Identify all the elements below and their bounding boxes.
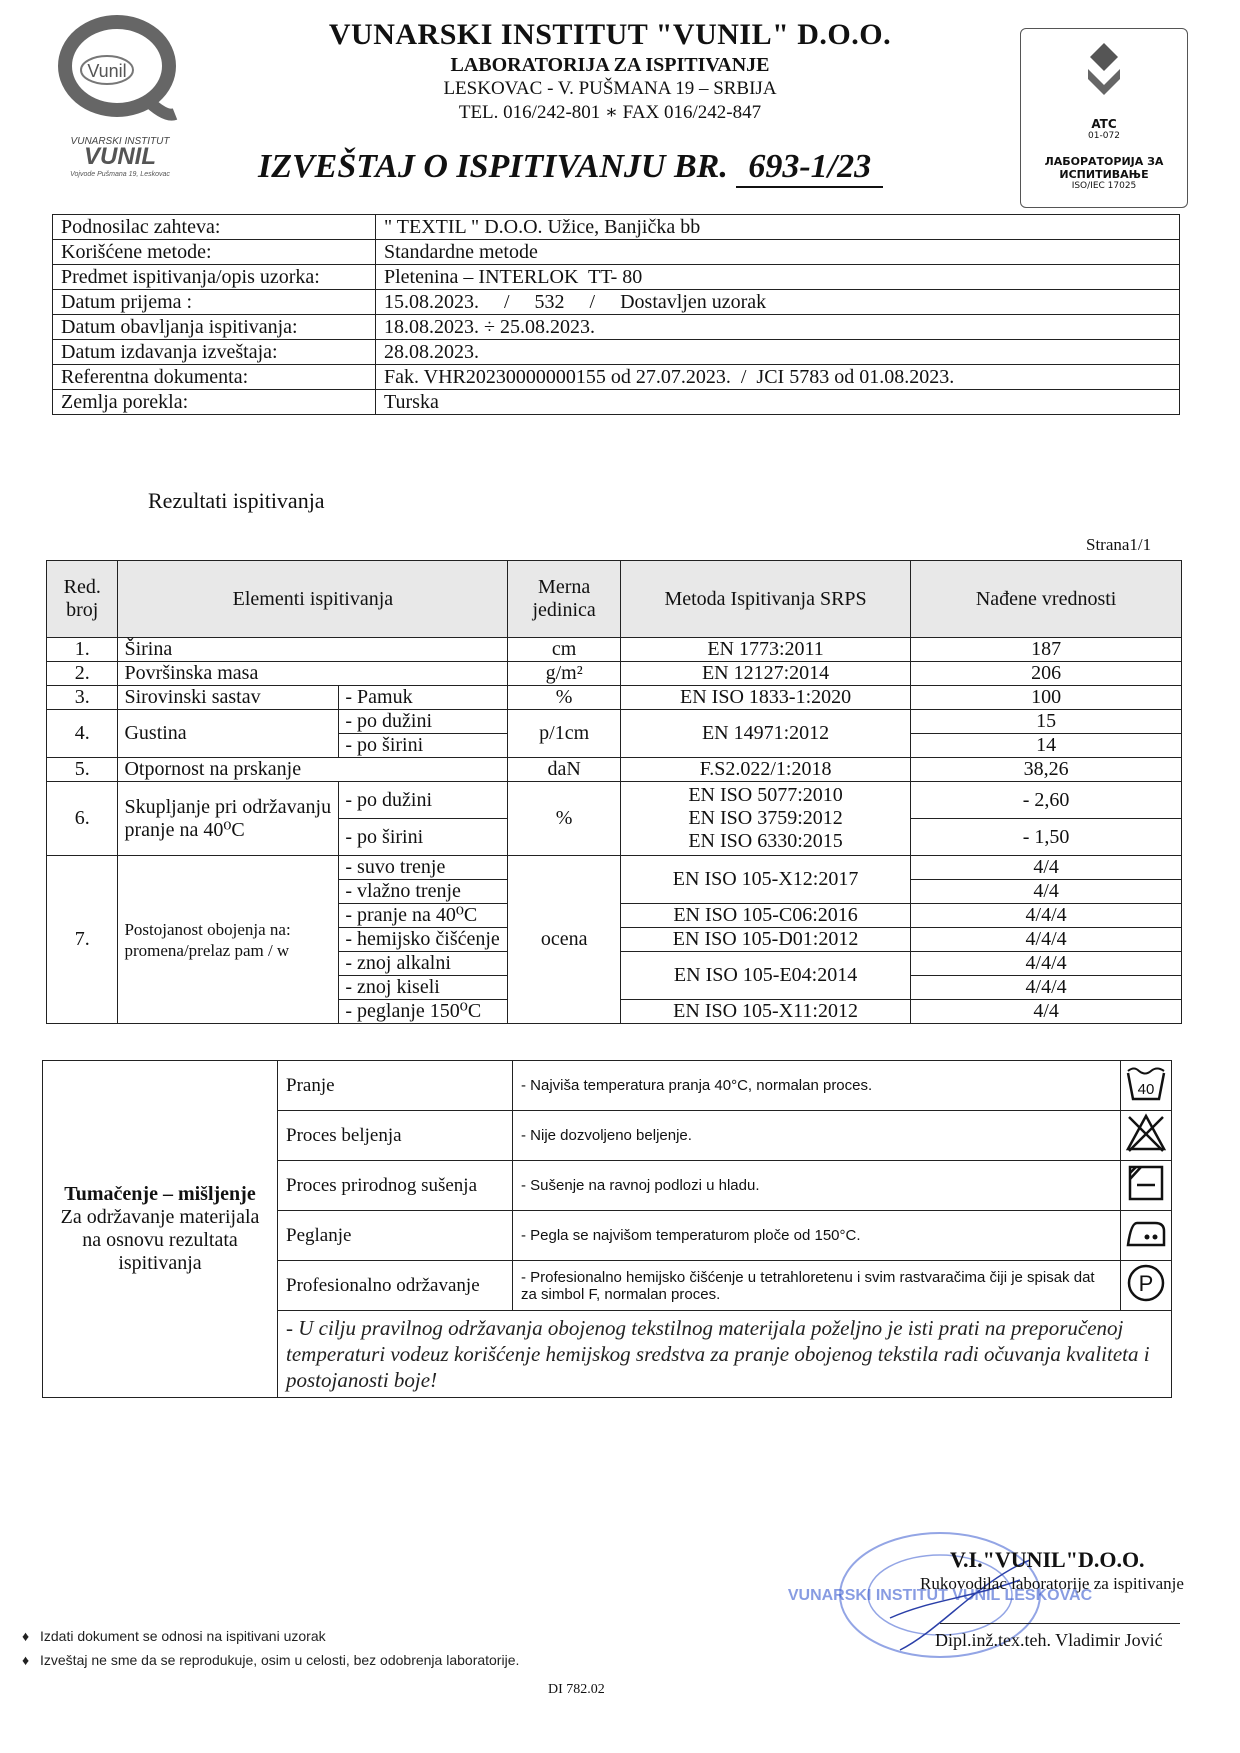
row-sub: - suvo trenje [339, 856, 508, 880]
info-value: 28.08.2023. [376, 340, 1180, 365]
row-sub: - hemijsko čišćenje [339, 928, 508, 952]
row-no: 3. [47, 686, 118, 710]
row-value: 4/4/4 [911, 976, 1182, 1000]
interpretation-subtext: Za održavanje materijala na osnovu rezultata ispitivanja [60, 1206, 260, 1274]
row-value: 4/4/4 [911, 952, 1182, 976]
report-number: 693-1/23 [736, 148, 883, 188]
row-sub: - vlažno trenje [339, 880, 508, 904]
interpretation-table [42, 1060, 1172, 1398]
row-unit: ocena [508, 856, 621, 1024]
row-method: EN ISO 105-E04:2014 [620, 952, 910, 1000]
institute-name: VUNARSKI INSTITUT "VUNIL" D.O.O. [328, 18, 892, 51]
info-value: " TEXTIL " D.O.O. Užice, Banjička bb [376, 215, 1180, 240]
col-header-element: Elementi ispitivanja [118, 561, 508, 638]
row-no: 6. [47, 782, 118, 856]
row-value: 4/4/4 [911, 928, 1182, 952]
row-value: - 2,60 [911, 782, 1182, 819]
info-label: Datum izdavanja izveštaja: [53, 340, 376, 365]
row-sub: - Pamuk [339, 686, 508, 710]
report-title-prefix: IZVEŠTAJ O ISPITIVANJU BR. [258, 148, 728, 185]
professional-cleaning-p-icon [1121, 1261, 1172, 1311]
info-label: Datum obavljanja ispitivanja: [53, 315, 376, 340]
table-row [47, 782, 1182, 819]
row-unit: daN [508, 758, 621, 782]
care-value: - Pegla se najvišom temperaturom ploče od 150°C. [513, 1211, 1121, 1261]
info-label: Predmet ispitivanja/opis uzorka: [53, 265, 376, 290]
doc-id: DI 782.02 [548, 1682, 605, 1697]
row-value: 4/4 [911, 856, 1182, 880]
stamp-text: VUNARSKI INSTITUT VUNIL LESKOVAC [787, 1587, 1093, 1604]
bullet-icon: ♦ [22, 1628, 30, 1644]
footer-note-1 [22, 1628, 326, 1644]
row-method: EN ISO 105-X12:2017 [620, 856, 910, 904]
col-header-no: Red. broj [47, 561, 118, 638]
row-no: 1. [47, 638, 118, 662]
row-sub: - znoj alkalni [339, 952, 508, 976]
row-sub: - po širini [339, 819, 508, 856]
row-sub: - peglanje 150⁰C [339, 1000, 508, 1024]
row-value: 14 [911, 734, 1182, 758]
signature-name: Dipl.inž.tex.teh. Vladimir Jović [935, 1630, 1163, 1650]
info-label: Korišćene metode: [53, 240, 376, 265]
pro-clean-letter: P [1138, 1271, 1154, 1296]
row-no: 4. [47, 710, 118, 758]
signature-line [940, 1623, 1180, 1624]
row-value: 4/4 [911, 880, 1182, 904]
row-method: F.S2.022/1:2018 [620, 758, 910, 782]
row-value: 4/4/4 [911, 904, 1182, 928]
info-row [53, 340, 1180, 365]
logo-big-text: VUNIL [84, 143, 156, 170]
info-row [53, 390, 1180, 415]
row-method: EN ISO 105-C06:2016 [620, 904, 910, 928]
table-row [47, 662, 1182, 686]
row-no: 2. [47, 662, 118, 686]
accreditation-code: 01-072 [1088, 131, 1120, 141]
wash-40-icon [1121, 1061, 1172, 1111]
institute-logo [55, 18, 185, 178]
row-unit: % [508, 782, 621, 856]
row-unit: g/m² [508, 662, 621, 686]
table-row [43, 1061, 1172, 1111]
info-row [53, 240, 1180, 265]
interpretation-label [43, 1061, 278, 1398]
info-label: Referentna dokumenta: [53, 365, 376, 390]
row-method-3: EN ISO 6330:2015 [688, 830, 843, 852]
row-name: Površinska masa [118, 662, 508, 686]
col-header-value: Nađene vrednosti [911, 561, 1182, 638]
request-info-table [52, 214, 1180, 415]
row-sub: - po širini [339, 734, 508, 758]
row-no: 7. [47, 856, 118, 1024]
row-value: 38,26 [911, 758, 1182, 782]
footer-note-2-text: Izveštaj ne sme da se reprodukuje, osim u celosti, bez odobrenja laboratorije. [40, 1652, 520, 1668]
no-bleach-icon [1121, 1111, 1172, 1161]
page-label: Strana1/1 [1086, 535, 1152, 554]
accreditation-mark-icon [1074, 39, 1134, 109]
accreditation-text: ЛАБОРАТОРИЈА ЗА ИСПИТИВАЊЕ [1044, 155, 1164, 181]
info-value: Turska [376, 390, 1180, 415]
row-name: Sirovinski sastav [118, 686, 339, 710]
table-row [47, 710, 1182, 734]
info-label: Podnosilac zahteva: [53, 215, 376, 240]
row-value: 187 [911, 638, 1182, 662]
row-method: EN 12127:2014 [620, 662, 910, 686]
row-sub: - po dužini [339, 782, 508, 819]
row-sub: - po dužini [339, 710, 508, 734]
row-value: - 1,50 [911, 819, 1182, 856]
footer-note-1-text: Izdati dokument se odnosi na ispitivani uzorak [40, 1628, 326, 1644]
row-value: 100 [911, 686, 1182, 710]
table-row [47, 856, 1182, 880]
row-name: Gustina [118, 710, 339, 758]
care-key: Proces beljenja [278, 1111, 513, 1161]
accreditation-mark: ATC [1091, 117, 1117, 131]
info-value: 18.08.2023. ÷ 25.08.2023. [376, 315, 1180, 340]
care-key: Profesionalno održavanje [278, 1261, 513, 1311]
row-method: EN 1773:2011 [620, 638, 910, 662]
results-table [46, 560, 1182, 1024]
interpretation-note: - U cilju pravilnog održavanja obojenog tekstilnog materijala poželjno je isti prati na preporučenoj temperaturi vodeuz korišćenje hemijskog sredstva za pranje obojenog tekstila radi očuvanja kvaliteta i postojanosti boje! [278, 1311, 1172, 1398]
row-name: Otpornost na prskanje [118, 758, 508, 782]
care-value: - Profesionalno hemijsko čišćenje u tetrahloretenu i svim rastvaračima čiji je spisak dat za simbol F, normalan proces. [513, 1261, 1121, 1311]
row-name: Postojanost obojenja na: promena/prelaz pam / w [118, 856, 339, 1024]
info-value: Pletenina – INTERLOK TT- 80 [376, 265, 1180, 290]
col-header-unit: Merna jedinica [508, 561, 621, 638]
row-name: Skupljanje pri održavanju pranje na 40⁰C [118, 782, 339, 856]
row-value: 15 [911, 710, 1182, 734]
bullet-icon: ♦ [22, 1652, 30, 1668]
row-method: EN ISO 105-X11:2012 [620, 1000, 910, 1024]
results-title: Rezultati ispitivanja [148, 488, 325, 513]
dry-flat-shade-icon [1121, 1161, 1172, 1211]
row-unit: p/1cm [508, 710, 621, 758]
report-title [258, 148, 883, 188]
footer-note-2 [22, 1652, 519, 1668]
accreditation-standard: ISO/IEC 17025 [1071, 181, 1137, 191]
info-row [53, 290, 1180, 315]
contacts: TEL. 016/242-801 ∗ FAX 016/242-847 [458, 102, 762, 123]
wash-temp-text: 40 [1137, 1081, 1155, 1098]
row-name: Širina [118, 638, 508, 662]
info-value: Fak. VHR20230000000155 od 27.07.2023. / JCI 5783 od 01.08.2023. [376, 365, 1180, 390]
info-row [53, 315, 1180, 340]
logo-caption: VUNARSKI INSTITUT [70, 136, 170, 147]
info-row [53, 265, 1180, 290]
iron-two-dots-icon [1121, 1211, 1172, 1261]
address: LESKOVAC - V. PUŠMANA 19 – SRBIJA [443, 78, 777, 99]
signature-org: V.I."VUNIL"D.O.O. [950, 1547, 1145, 1572]
row-sub: - znoj kiseli [339, 976, 508, 1000]
info-value: 15.08.2023. / 532 / Dostavljen uzorak [376, 290, 1180, 315]
row-value: 206 [911, 662, 1182, 686]
info-row [53, 365, 1180, 390]
table-row [47, 638, 1182, 662]
signature-role: Rukovodilac laboratorije za ispitivanje [920, 1574, 1184, 1593]
row-sub: - pranje na 40⁰C [339, 904, 508, 928]
row-method-1: EN ISO 5077:2010 [688, 784, 843, 806]
interpretation-heading: Tumačenje – mišljenje [64, 1183, 256, 1205]
row-method [620, 782, 910, 856]
care-value: - Nije dozvoljeno beljenje. [513, 1111, 1121, 1161]
row-method: EN 14971:2012 [620, 710, 910, 758]
row-unit: cm [508, 638, 621, 662]
table-row [47, 758, 1182, 782]
care-value: - Sušenje na ravnoj podlozi u hladu. [513, 1161, 1121, 1211]
row-method-2: EN ISO 3759:2012 [688, 807, 843, 829]
row-unit: % [508, 686, 621, 710]
info-label: Datum prijema : [53, 290, 376, 315]
info-value: Standardne metode [376, 240, 1180, 265]
row-method: EN ISO 1833-1:2020 [620, 686, 910, 710]
care-key: Pranje [278, 1061, 513, 1111]
logo-address: Vojvode Pušmana 19, Leskovac [70, 171, 170, 178]
table-row [47, 686, 1182, 710]
accreditation-badge [1020, 28, 1188, 208]
care-key: Proces prirodnog sušenja [278, 1161, 513, 1211]
logo-vunil-text: Vunil [87, 61, 127, 81]
row-value: 4/4 [911, 1000, 1182, 1024]
care-key: Peglanje [278, 1211, 513, 1261]
row-no: 5. [47, 758, 118, 782]
info-label: Zemlja porekla: [53, 390, 376, 415]
care-value: - Najviša temperatura pranja 40°C, normalan proces. [513, 1061, 1121, 1111]
col-header-method: Metoda Ispitivanja SRPS [620, 561, 910, 638]
row-method: EN ISO 105-D01:2012 [620, 928, 910, 952]
lab-name: LABORATORIJA ZA ISPITIVANJE [450, 54, 770, 76]
info-row [53, 215, 1180, 240]
header-block [300, 18, 920, 124]
